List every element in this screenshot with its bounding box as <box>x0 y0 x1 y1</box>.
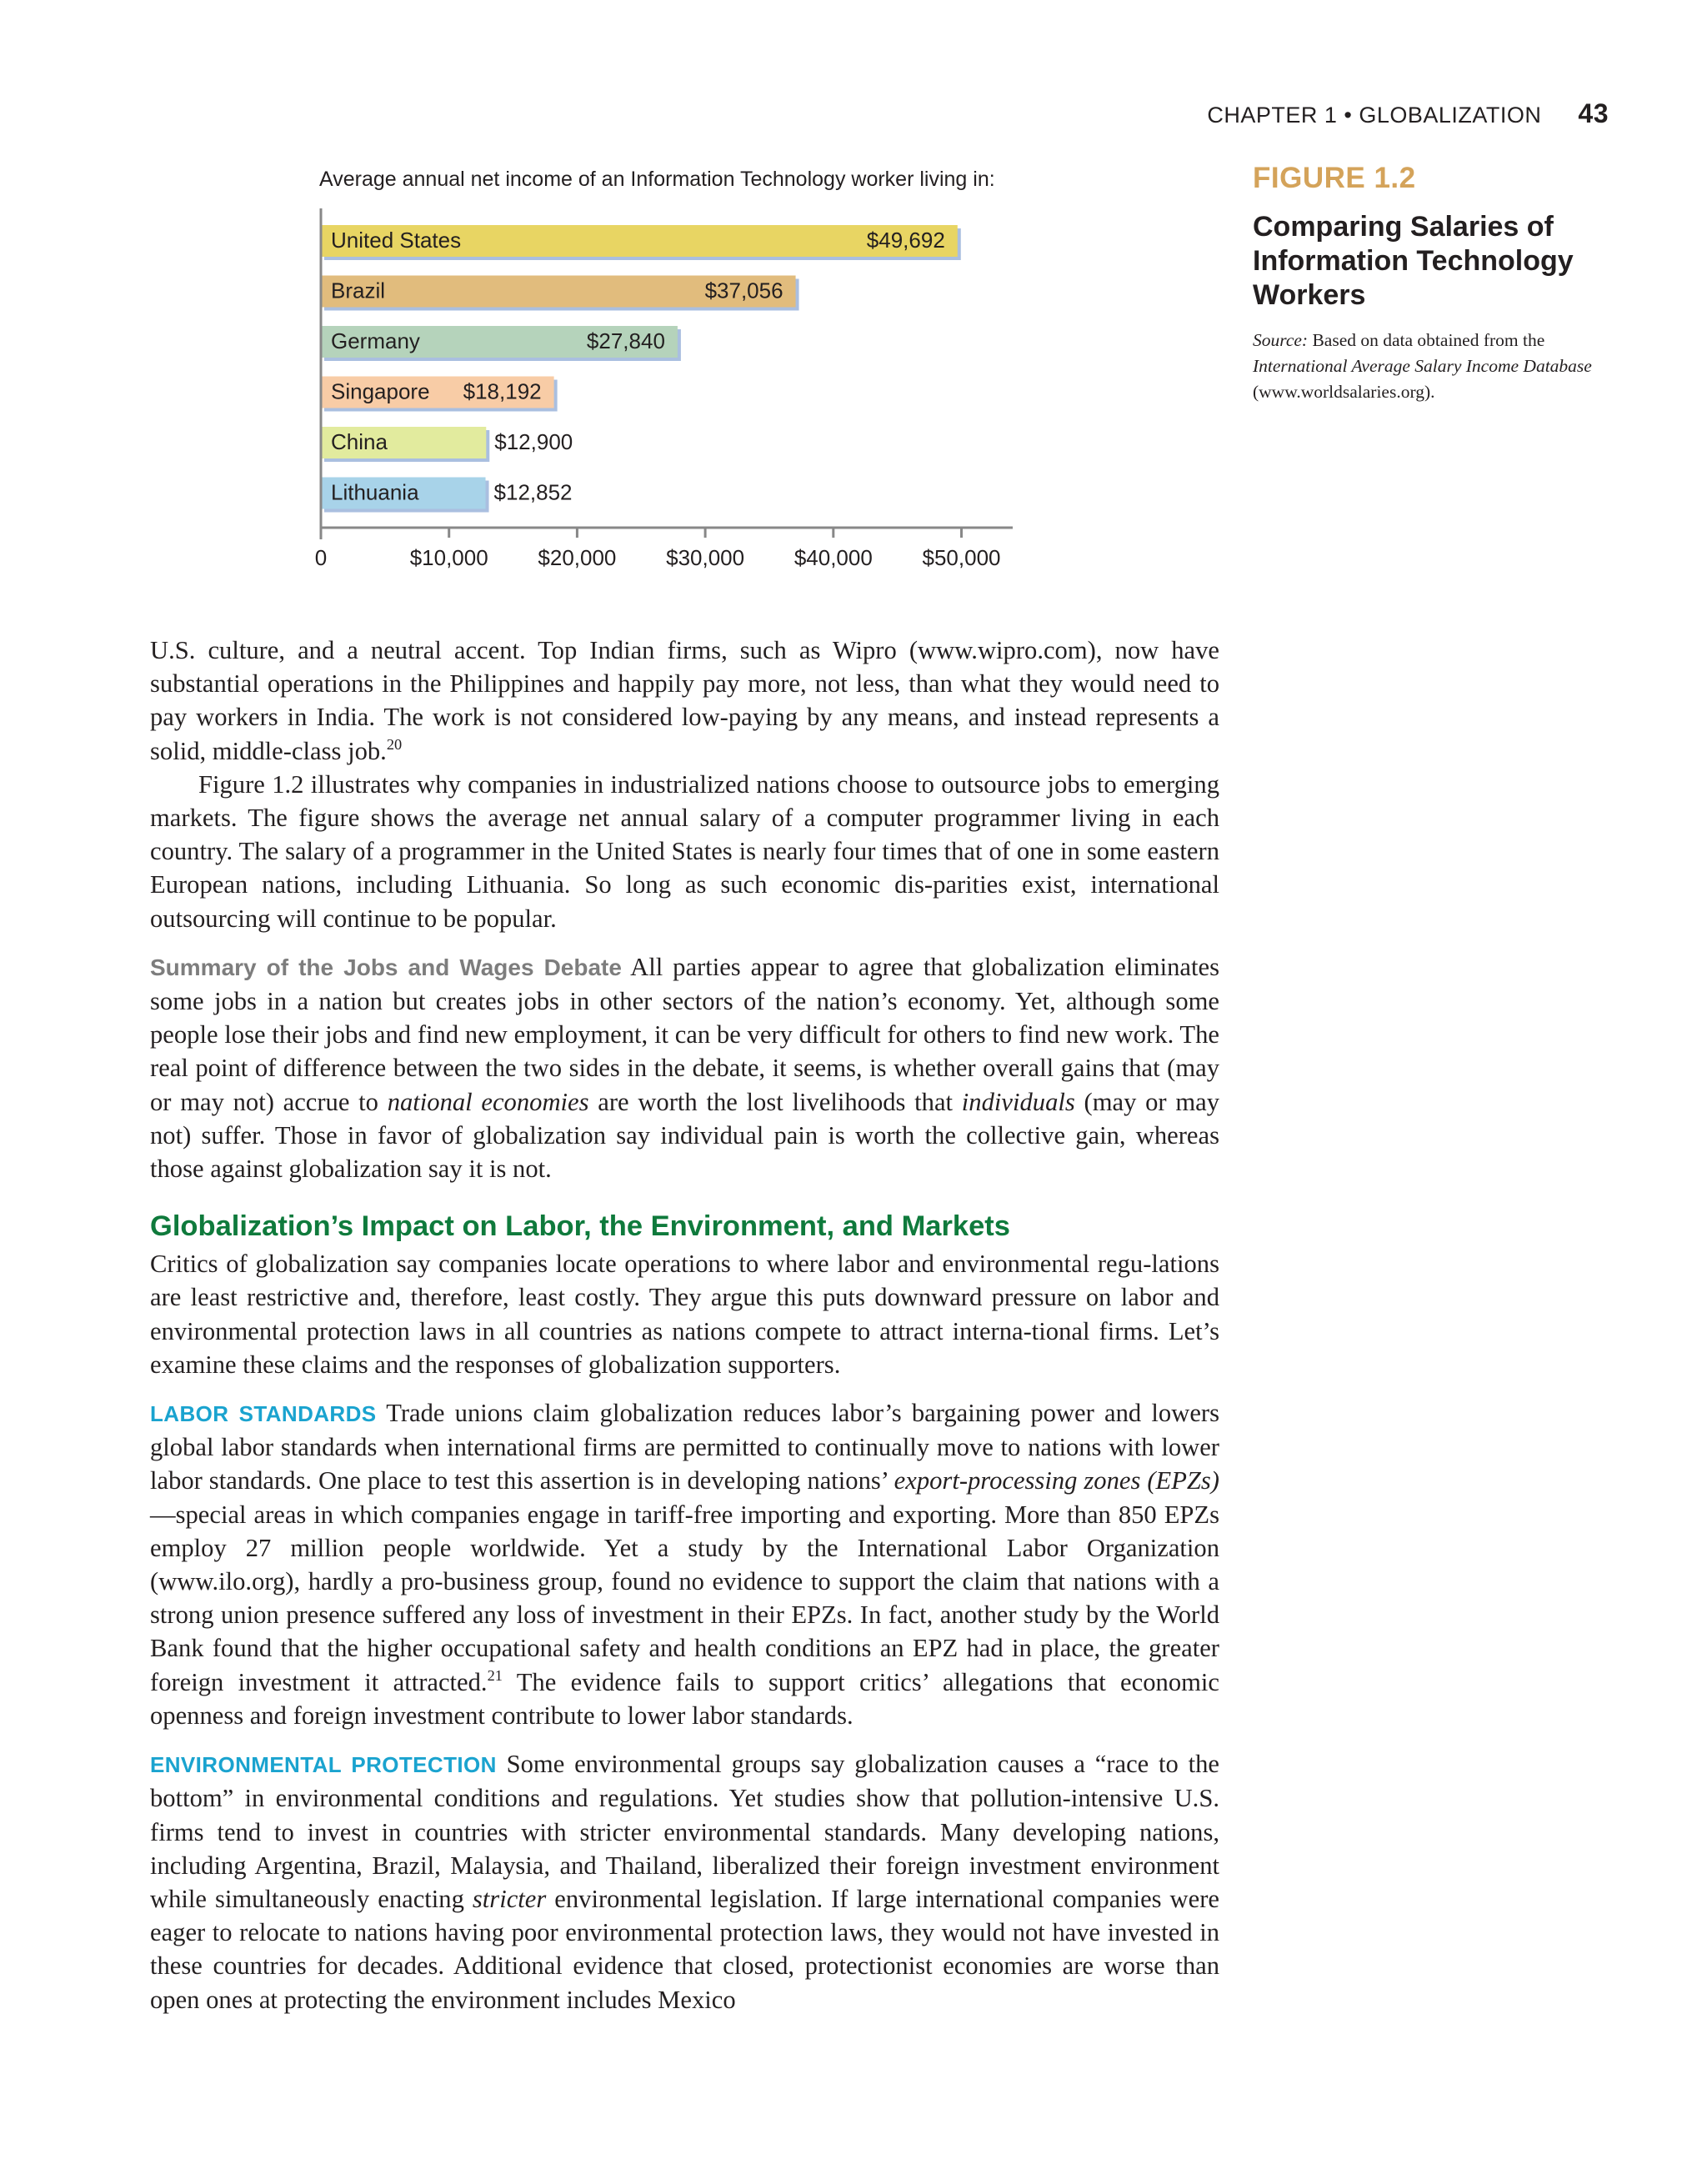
paragraph-text: Some environmental groups say globalization causes a “race to the bottom” in environmental conditions and regulations. Yet studies show that pollution-intensive U.S. firms tend to invest in countries with stricter environmental standards. Many developing nations, including Argentina, Brazil, Malaysia, and Thailand, liberalized their foreign investment environment while simultaneously enacting <box>150 1750 1219 1913</box>
bar-label-germany: Germany <box>331 328 420 353</box>
source-label: Source: <box>1253 330 1309 350</box>
footnote-ref: 20 <box>386 735 403 753</box>
source-text-2: (www.worldsalaries.org). <box>1253 382 1435 402</box>
paragraph-critics: Critics of globalization say companies locate operations to where labor and environmental regu-lations are least restrictive and, therefore, least costly. They argue this puts downward pressure on labor and environmental protection laws in all countries as nations compete to attract interna-tional firms. Let’s examine these claims and the responses of globalization supporters. <box>150 1250 1219 1379</box>
value-label-brazil: $37,056 <box>704 278 783 303</box>
x-tick-label: $20,000 <box>538 545 617 570</box>
value-label-lithuania: $12,852 <box>493 479 573 505</box>
figure-title: Comparing Salaries of Information Technology Workers <box>1253 211 1574 311</box>
run-in-heading: Summary of the Jobs and Wages Debate <box>150 954 622 980</box>
page-number: 43 <box>1578 98 1609 128</box>
run-in-heading: LABOR STANDARDS <box>150 1401 377 1427</box>
x-tick-label: $40,000 <box>793 545 873 570</box>
paragraph-text: All parties appear to agree that globalization eliminates some jobs in a nation but creates jobs in other sectors of the nation’s economy. Yet, although some people lose their jobs and find new employment, it can be very difficult for others to find new work. The real point of difference between the two sides in the debate, it seems, is whether overall gains that (may or may not) accrue to <box>150 952 1219 1116</box>
paragraph-jobs-wages-summary <box>150 950 1219 1185</box>
salary-bar-chart <box>308 158 1042 592</box>
paragraph-text: —special areas in which companies engage in tariff-free importing and exporting. More than 850 EPZs employ 27 million people worldwide. Yet a study by the International Labor Organization (www.ilo.org), hardly a pro-business group, found no evidence to support the claim that nations with a strong union presence suffered any loss of investment in their EPZs. In fact, another study by the World Bank found that the higher occupational safety and health conditions an EPZ had in place, the greater foreign investment it attracted. <box>150 1500 1219 1696</box>
value-label-singapore: $18,192 <box>463 378 542 404</box>
x-tick-label: $30,000 <box>666 545 745 570</box>
value-label-china: $12,900 <box>494 429 573 454</box>
paragraph-text: U.S. culture, and a neutral accent. Top Indian firms, such as Wipro (www.wipro.com), now have substantial operations in the Philippines and happily pay more, not less, than what they would need to pay workers in India. The work is not considered low-paying by any means, and instead represents a solid, middle-class job. <box>150 636 1219 765</box>
source-text-1: Based on data obtained from the <box>1312 330 1545 350</box>
figure-number: FIGURE 1.2 <box>1253 162 1416 194</box>
running-head <box>1084 98 1609 129</box>
footnote-ref: 21 <box>487 1666 503 1684</box>
x-tick-label: 0 <box>314 545 328 570</box>
paragraph-text: Trade unions claim globalization reduces labor’s bargaining power and lowers global labor standards when international firms are permitted to continually move to nations with lower labor standards. One place to test this assertion is in developing nations’ <box>150 1399 1219 1495</box>
bar-label-china: China <box>331 429 388 454</box>
chapter-title: CHAPTER 1 • GLOBALIZATION <box>1207 103 1542 128</box>
paragraph-text: The evidence fails to support critics’ allegations that economic openness and foreign investment contribute to lower labor standards. <box>150 1667 1219 1730</box>
bar-label-united-states: United States <box>331 228 462 253</box>
paragraph-figure-reference: Figure 1.2 illustrates why companies in industrialized nations choose to outsource jobs to emerging markets. The figure shows the average net annual salary of a computer programmer living in each country. The salary of a programmer in the United States is nearly four times that of one in some eastern European nations, including Lithuania. So long as such economic dis-parities exist, international outsourcing will continue to be popular. <box>150 769 1219 933</box>
figure-source <box>1253 328 1619 405</box>
value-label-germany: $27,840 <box>586 328 665 353</box>
italic-term: stricter <box>472 1884 547 1913</box>
paragraph-environmental-protection <box>150 1747 1219 2016</box>
paragraph-text: environmental legislation. If large international companies were eager to relocate to nations having poor environmental protection laws, they would not have invested in these countries for decades. Additional evidence that closed, protectionist economies are worse than open ones at protecting the environment includes Mexico <box>150 1884 1219 2014</box>
body-text <box>150 634 1219 2016</box>
bar-label-singapore: Singapore <box>331 378 430 404</box>
run-in-heading: ENVIRONMENTAL PROTECTION <box>150 1752 497 1778</box>
x-tick-label: $50,000 <box>922 545 1001 570</box>
bar-label-brazil: Brazil <box>331 278 386 303</box>
bar-label-lithuania: Lithuania <box>331 479 419 505</box>
chart-title: Average annual net income of an Information Technology worker living in: <box>319 168 995 191</box>
paragraph-wipro <box>150 634 1219 768</box>
section-heading: Globalization’s Impact on Labor, the Environment, and Markets <box>150 1210 1010 1243</box>
italic-term: export-processing zones (EPZs) <box>894 1466 1219 1495</box>
paragraph-labor-standards <box>150 1396 1219 1732</box>
figure-caption <box>1253 162 1619 405</box>
paragraph-text: (may or may not) suffer. Those in favor of globalization say individual pain is worth the collective gain, whereas those against globalization say it is not. <box>150 1087 1219 1184</box>
value-label-united-states: $49,692 <box>866 228 945 253</box>
x-tick-label: $10,000 <box>409 545 488 570</box>
italic-term: national economies <box>387 1087 589 1116</box>
paragraph-text: are worth the lost livelihoods that <box>598 1087 954 1116</box>
source-database-name: International Average Salary Income Database <box>1253 356 1592 376</box>
italic-term: individuals <box>961 1087 1075 1116</box>
